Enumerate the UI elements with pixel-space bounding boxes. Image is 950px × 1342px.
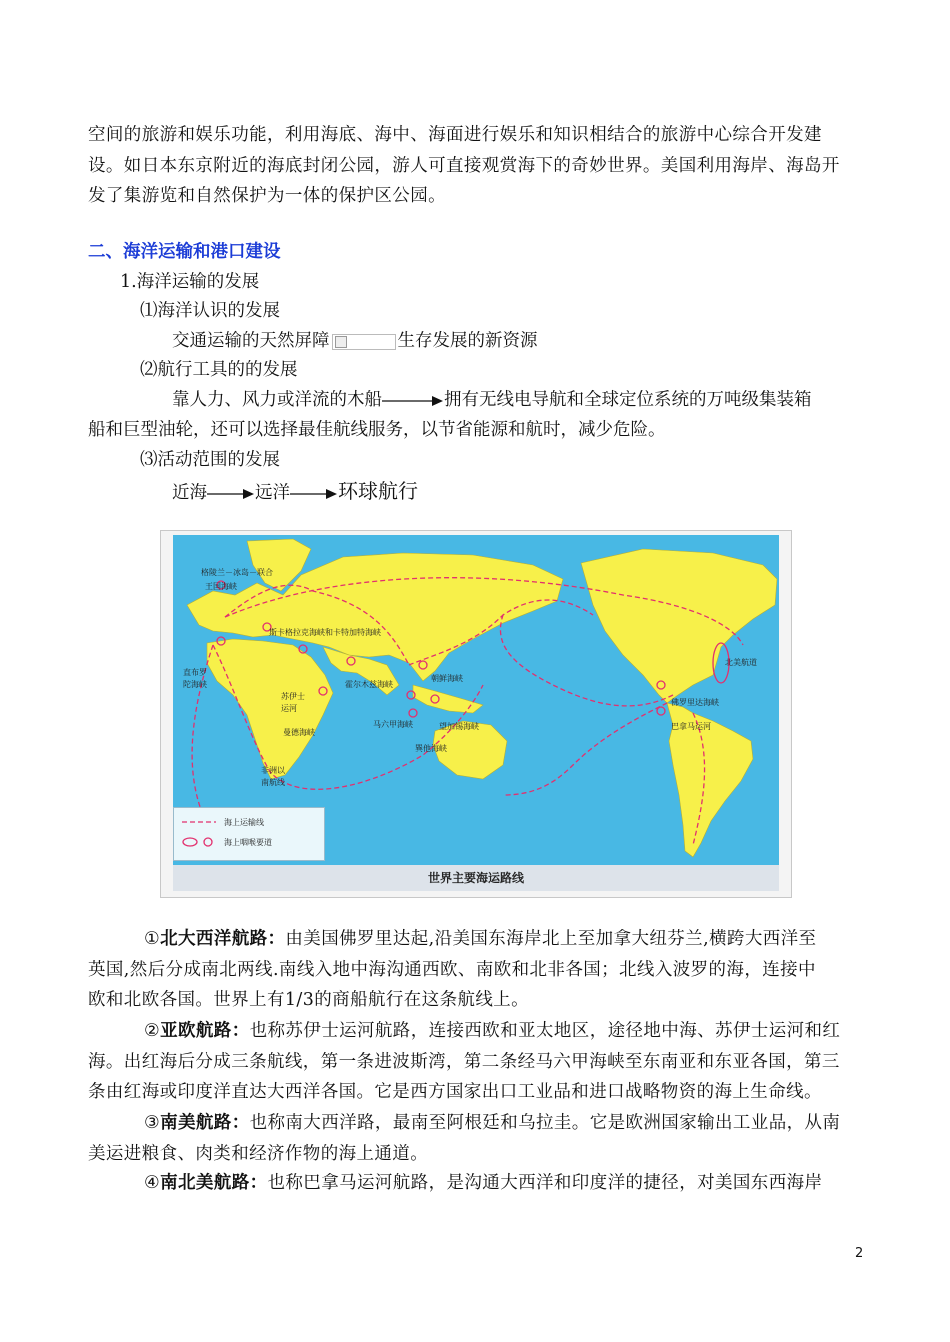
map-label-gibraltar-2: 陀海峡 xyxy=(183,680,207,689)
map-label-gibraltar-1: 直布罗 xyxy=(183,668,207,677)
section-heading: 二、海洋运输和港口建设 xyxy=(88,242,281,262)
route-3-line-2: 美运进粮食、肉类和经济作物的海上通道。 xyxy=(88,1143,429,1164)
route-4-number: ④ xyxy=(144,1173,161,1193)
map-label-hormuz: 霍尔木兹海峡 xyxy=(345,680,393,689)
legend-route-label: 海上运输线 xyxy=(224,818,264,827)
route-3-number: ③ xyxy=(144,1113,161,1133)
world-shipping-map xyxy=(160,530,792,898)
map-label-panama-canal: 巴拿马运河 xyxy=(671,722,711,731)
route-3-line-1 xyxy=(88,1108,864,1139)
route-4-name: 南北美航路： xyxy=(160,1173,268,1193)
route-1-line-2: 英国,然后分成南北两线.南线入地中海沟通西欧、南欧和北非各国；北线入波罗的海，连接中 xyxy=(88,959,816,980)
route-1-text-1: 由美国佛罗里达起,沿美国东海岸北上至加拿大纽芬兰,横跨大西洋至 xyxy=(285,929,817,949)
map-caption: 世界主要海运路线 xyxy=(427,871,524,885)
map-label-suez-1: 苏伊士 xyxy=(281,692,305,701)
item3-label: ⑶活动范围的发展 xyxy=(140,450,280,470)
map-label-suez-2: 运河 xyxy=(281,704,297,713)
item1-label: ⑴海洋认识的发展 xyxy=(140,301,280,321)
route-3-paragraph xyxy=(88,1108,864,1169)
route-3-text-1: 也称南大西洋路，最南至阿根廷和乌拉圭。它是欧洲国家输出工业品，从南 xyxy=(249,1113,841,1133)
item1-text-a: 交通运输的天然屏障 xyxy=(172,331,330,351)
right-arrow-icon xyxy=(207,487,255,501)
route-4-text-1: 也称巴拿马运河航路，是沟通大西洋和印度洋的捷径，对美国东西海岸 xyxy=(267,1173,823,1193)
route-3-name: 南美航路： xyxy=(160,1113,250,1133)
route-1-line-3: 欧和北欧各国。世界上有1/3的商船航行在这条航线上。 xyxy=(88,990,530,1010)
map-label-malacca: 马六甲海峡 xyxy=(373,720,413,729)
map-label-mandeb: 曼德海峡 xyxy=(283,728,315,737)
item3-text xyxy=(172,477,418,507)
item3-c: 环球航行 xyxy=(338,479,418,503)
map-label-sunda: 巽他海峡 xyxy=(415,744,447,753)
route-1-number: ① xyxy=(144,929,161,949)
right-arrow-icon xyxy=(290,487,338,501)
route-1-name: 北大西洋航路： xyxy=(160,929,286,949)
route-1-line-1 xyxy=(88,924,864,955)
legend-symbols xyxy=(180,808,220,860)
item2-label: ⑵航行工具的的发展 xyxy=(140,360,298,380)
intro-line-1: 空间的旅游和娱乐功能，利用海底、海中、海面进行娱乐和知识相结合的旅游中心综合开发建 xyxy=(88,125,822,145)
broken-image-icon xyxy=(332,334,396,350)
intro-paragraph xyxy=(88,120,864,212)
route-2-line-2: 海。出红海后分成三条航线，第一条进波斯湾，第二条经马六甲海峡至东南亚和东亚各国，第三 xyxy=(88,1051,840,1072)
map-label-greenland-strait: 格陵兰－冰岛－联合 xyxy=(201,568,273,577)
item1-text-b: 生存发展的新资源 xyxy=(397,331,538,351)
item3-a: 近海 xyxy=(172,483,207,503)
route-2-number: ② xyxy=(144,1021,161,1041)
item2-line1 xyxy=(172,386,812,414)
page-number: 2 xyxy=(855,1246,864,1261)
route-2-name: 亚欧航路： xyxy=(160,1021,250,1041)
map-label-uk-strait: 王国海峡 xyxy=(205,582,237,591)
map-label-africa-route-1: 非洲以 xyxy=(261,766,285,775)
map-label-florida-strait: 佛罗里达海峡 xyxy=(671,698,719,707)
map-label-korea-strait: 朝鲜海峡 xyxy=(431,674,463,683)
map-label-north-america-route: 北美航道 xyxy=(725,658,757,667)
route-2-line-1 xyxy=(88,1016,864,1047)
map-legend xyxy=(173,807,325,861)
route-2-text-1: 也称苏伊士运河航路，连接西欧和亚太地区，途径地中海、苏伊士运河和红 xyxy=(249,1021,841,1041)
item2-line1-b: 拥有无线电导航和全球定位系统的万吨级集装箱 xyxy=(444,390,812,410)
item2-line2: 船和巨型油轮，还可以选择最佳航线服务，以节省能源和航时，减少危险。 xyxy=(88,420,666,440)
item1-text xyxy=(172,327,538,355)
map-label-makassar: 望加锡海峡 xyxy=(439,722,479,731)
legend-strait-label: 海上咽喉要道 xyxy=(224,838,272,847)
intro-line-3: 发了集游览和自然保护为一体的保护区公园。 xyxy=(88,186,446,206)
route-4-paragraph xyxy=(88,1168,864,1199)
item2-line1-a: 靠人力、风力或洋流的木船 xyxy=(172,390,382,410)
route-2-paragraph xyxy=(88,1016,864,1108)
intro-line-2: 设。如日本东京附近的海底封闭公园，游人可直接观赏海下的奇妙世界。美国利用海岸、海岛开 xyxy=(88,155,840,176)
item3-b: 远洋 xyxy=(255,483,290,503)
map-label-skagerrak: 斯卡格拉克海峡和卡特加特海峡 xyxy=(269,628,381,637)
subsection-title: 1.海洋运输的发展 xyxy=(120,272,260,292)
map-label-africa-route-2: 南航线 xyxy=(261,778,285,787)
route-2-line-3: 条由红海或印度洋直达大西洋各国。它是西方国家出口工业品和进口战略物资的海上生命线。 xyxy=(88,1082,822,1102)
route-1-paragraph xyxy=(88,924,864,1016)
route-4-line-1 xyxy=(88,1168,864,1199)
right-arrow-icon xyxy=(382,394,444,408)
map-caption-bar xyxy=(173,865,779,891)
